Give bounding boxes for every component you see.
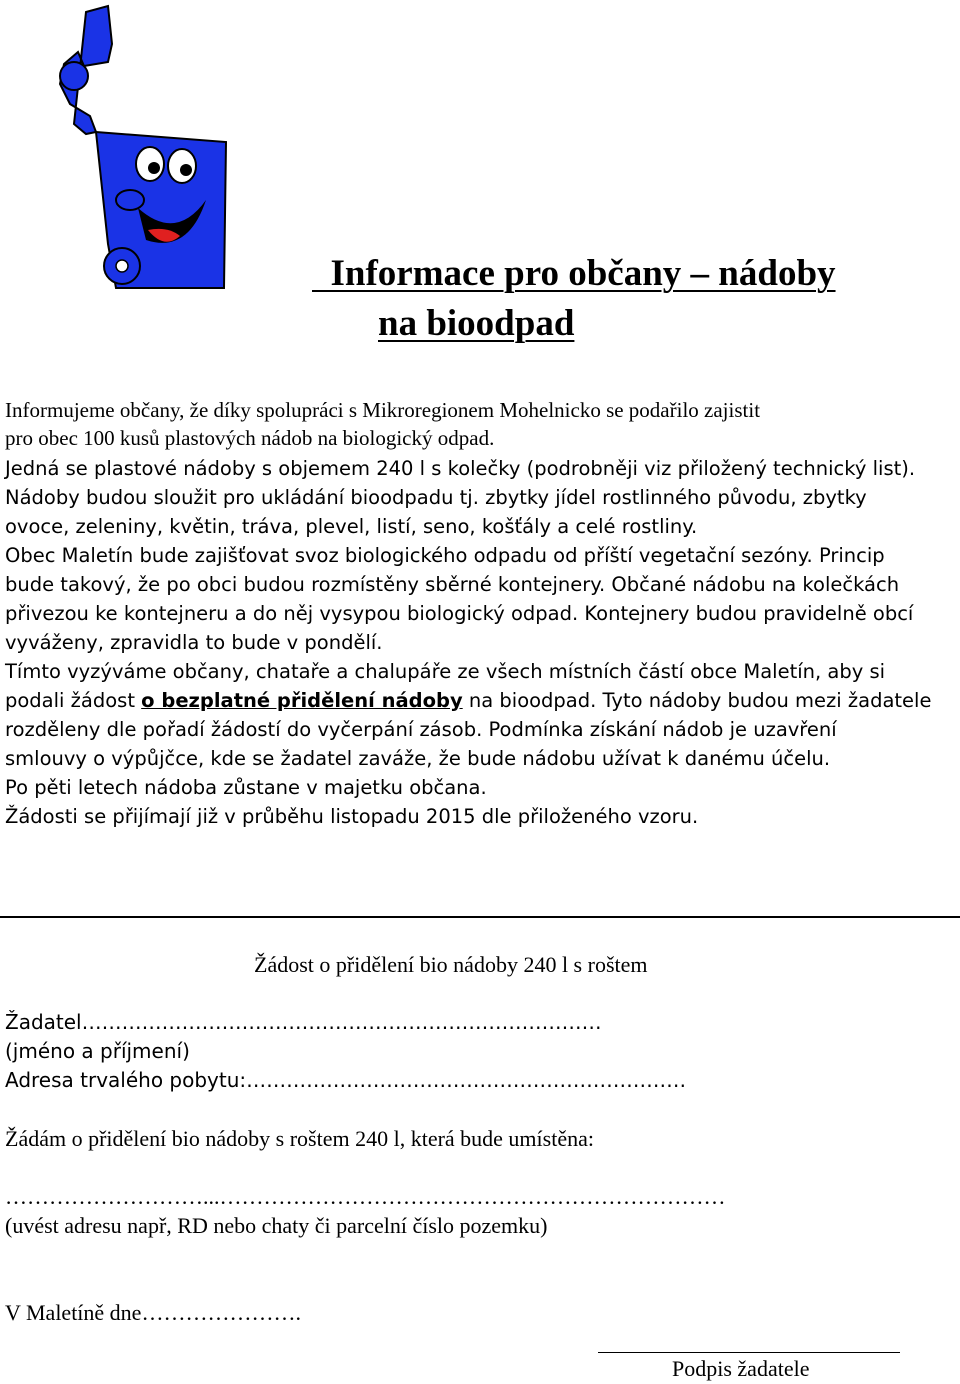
- body-line: vyváženy, zpravidla to bude v pondělí.: [5, 631, 383, 654]
- body-line: Po pěti letech nádoba zůstane v majetku občana.: [5, 776, 487, 799]
- applicant-hint: (jméno a příjmení): [5, 1039, 190, 1063]
- free-bin-request-emphasis: o bezplatné přidělení nádoby: [141, 689, 463, 712]
- request-text: Žádám o přidělení bio nádoby s roštem 240 l, která bude umístěna:: [5, 1126, 594, 1151]
- bin-mascot-icon: [56, 4, 232, 290]
- location-field[interactable]: ………………………...……………………………………………………………: [5, 1184, 726, 1209]
- applicant-field[interactable]: Žadatel……………………………………………………………………: [5, 1010, 602, 1034]
- place-date-field[interactable]: V Maletíně dne………………….: [5, 1300, 301, 1325]
- body-line: Jedná se plastové nádoby s objemem 240 l s kolečky (podrobněji viz přiložený technický list).: [5, 457, 916, 480]
- body-line: rozděleny dle pořadí žádostí do vyčerpání zásob. Podmínka získání nádob je uzavření: [5, 718, 837, 741]
- page-title-line-1: Informace pro občany – nádoby: [312, 253, 836, 294]
- location-hint: (uvést adresu např, RD nebo chaty či parcelní číslo pozemku): [5, 1213, 548, 1238]
- body-line: Obec Maletín bude zajišťovat svoz biologického odpadu od příští vegetační sezóny. Princip: [5, 544, 885, 567]
- body-line: přivezou ke kontejneru a do něj vysypou biologický odpad. Kontejnery budou pravidelně obcí: [5, 602, 914, 625]
- body-line: smlouvy o výpůjčce, kde se žadatel zaváže, že bude nádobu užívat k danému účelu.: [5, 747, 831, 770]
- body-text: na bioodpad. Tyto nádoby budou mezi žadatele: [462, 689, 932, 712]
- page-title-line-2: na bioodpad: [378, 303, 575, 344]
- body-line: bude takový, že po obci budou rozmístěny sběrné kontejnery. Občané nádobu na kolečkách: [5, 573, 900, 596]
- form-heading: Žádost o přidělení bio nádoby 240 l s roštem: [254, 952, 648, 977]
- body-text: podali žádost: [5, 689, 142, 712]
- body-line: Nádoby budou sloužit pro ukládání bioodpadu tj. zbytky jídel rostlinného původu, zbytky: [5, 486, 867, 509]
- body-line: Žádosti se přijímají již v průběhu listopadu 2015 dle přiloženého vzoru.: [5, 805, 699, 828]
- body-line: Informujeme občany, že díky spolupráci s Mikroregionem Mohelnicko se podařilo zajistit: [5, 398, 761, 422]
- address-field[interactable]: Adresa trvalého pobytu:…………………………………………………………: [5, 1068, 687, 1092]
- signature-line[interactable]: [598, 1352, 900, 1353]
- body-line: pro obec 100 kusů plastových nádob na biologický odpad.: [5, 426, 495, 450]
- signature-label: Podpis žadatele: [672, 1356, 810, 1381]
- body-line: [5, 686, 931, 715]
- section-divider: [0, 916, 960, 918]
- body-line: Tímto vyzýváme občany, chataře a chalupáře ze všech místních částí obce Maletín, aby si: [5, 660, 886, 683]
- body-line: ovoce, zeleniny, květin, tráva, plevel, listí, seno, košťály a celé rostliny.: [5, 515, 698, 538]
